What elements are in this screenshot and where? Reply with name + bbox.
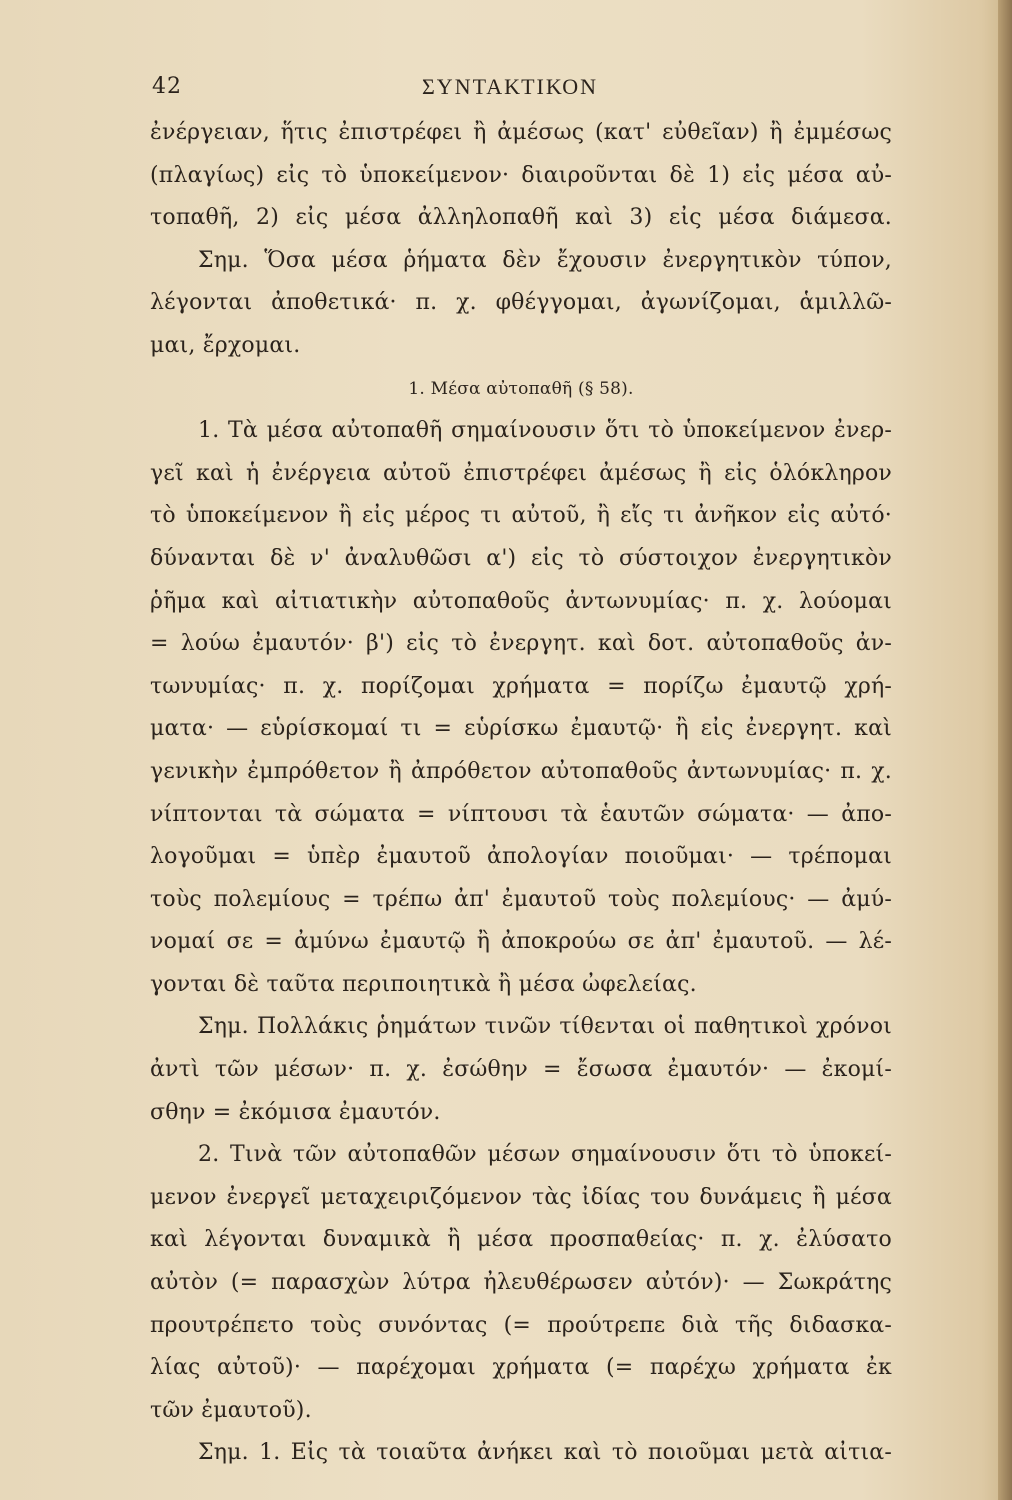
text-line: ἐνέργειαν, ἥτις ἐπιστρέφει ἢ ἀμέσως (κατ' εὐθεῖαν) ἢ ἐμμέσως: [150, 120, 892, 145]
text-line: προυτρέπετο τοὺς συνόντας (= προύτρεπε διὰ τῆς διδασκα-: [150, 1312, 892, 1338]
text-line: (πλαγίως) εἰς τὸ ὑποκείμενον· διαιροῦνται δὲ 1) εἰς μέσα αὐ-: [150, 162, 892, 188]
text-line: γονται δὲ ταῦτα περιποιητικὰ ἢ μέσα ὠφελείας.: [150, 971, 697, 997]
text-line: γενικὴν ἐμπρόθετον ἢ ἀπρόθετον αὐτοπαθοῦς ἀντωνυμίας· π. χ.: [150, 758, 892, 784]
paragraph-start-line: 2. Τινὰ τῶν αὐτοπαθῶν μέσων σημαίνουσιν ὅτι τὸ ὑποκεί-: [198, 1142, 892, 1168]
text-line: λογοῦμαι = ὑπὲρ ἐμαυτοῦ ἀπολογίαν ποιοῦμαι· — τρέπομαι: [150, 844, 892, 870]
body-text: [150, 112, 892, 1475]
note-line: Σημ. Ὅσα μέσα ῥήματα δὲν ἔχουσιν ἐνεργητικὸν τύπον,: [198, 247, 892, 273]
text-line: λέγονται ἀποθετικά· π. χ. φθέγγομαι, ἀγωνίζομαι, ἁμιλλῶ-: [150, 290, 892, 316]
text-line: μενον ἐνεργεῖ μεταχειριζόμενον τὰς ἰδίας του δυνάμεις ἢ μέσα: [150, 1184, 892, 1210]
text-line: νομαί σε = ἀμύνω ἐμαυτῷ ἢ ἀποκρούω σε ἀπ' ἐμαυτοῦ. — λέ-: [150, 929, 892, 955]
note-line: Σημ. Πολλάκις ῥημάτων τινῶν τίθενται οἱ παθητικοὶ χρόνοι: [198, 1014, 892, 1040]
text-line: αὐτὸν (= παρασχὼν λύτρα ἠλευθέρωσεν αὐτόν)· — Σωκράτης: [150, 1270, 892, 1296]
page-header: [0, 74, 1012, 104]
text-line: νίπτονται τὰ σώματα = νίπτουσι τὰ ἑαυτῶν σώματα· — ἀπο-: [150, 801, 892, 827]
text-line: τοὺς πολεμίους = τρέπω ἀπ' ἐμαυτοῦ τοὺς πολεμίους· — ἀμύ-: [150, 886, 892, 912]
running-title: ΣΥΝΤΑΚΤΙΚΟΝ: [422, 74, 598, 99]
text-line: μαι, ἔρχομαι.: [150, 332, 301, 358]
text-line: δύνανται δὲ ν' ἀναλυθῶσι α') εἰς τὸ σύστοιχον ἐνεργητικὸν: [150, 545, 892, 571]
note-line: Σημ. 1. Εἰς τὰ τοιαῦτα ἀνήκει καὶ τὸ ποιοῦμαι μετὰ αἰτια-: [198, 1440, 892, 1466]
text-line: ματα· — εὑρίσκομαί τι = εὑρίσκω ἐμαυτῷ· ἢ εἰς ἐνεργητ. καὶ: [150, 716, 892, 742]
text-line: = λούω ἐμαυτόν· β') εἰς τὸ ἐνεργητ. καὶ δοτ. αὐτοπαθοῦς ἀν-: [150, 631, 892, 657]
text-line: τὸ ὑποκείμενον ἢ εἰς μέρος τι αὐτοῦ, ἢ εἴς τι ἀνῆκον εἰς αὐτό·: [150, 503, 892, 529]
text-line: ῥῆμα καὶ αἰτιατικὴν αὐτοπαθοῦς ἀντωνυμίας· π. χ. λούομαι: [150, 588, 892, 614]
text-line: λίας αὐτοῦ)· — παρέχομαι χρήματα (= παρέχω χρήματα ἐκ: [150, 1355, 892, 1381]
paragraph-start-line: 1. Τὰ μέσα αὐτοπαθῆ σημαίνουσιν ὅτι τὸ ὑποκείμενον ἐνερ-: [198, 418, 892, 444]
text-line: καὶ λέγονται δυναμικὰ ἢ μέσα προσπαθείας· π. χ. ἐλύσατο: [150, 1227, 892, 1253]
text-line: τωνυμίας· π. χ. πορίζομαι χρήματα = πορίζω ἐμαυτῷ χρή-: [150, 673, 892, 699]
section-heading: 1. Μέσα αὐτοπαθῆ (§ 58).: [408, 378, 634, 399]
text-line: σθην = ἐκόμισα ἐμαυτόν.: [150, 1099, 441, 1125]
text-line: τῶν ἐμαυτοῦ).: [150, 1397, 312, 1423]
page-number: 42: [152, 74, 182, 99]
book-spine-edge: [998, 0, 1012, 1500]
text-line: τοπαθῆ, 2) εἰς μέσα ἀλληλοπαθῆ καὶ 3) εἰς μέσα διάμεσα.: [150, 205, 892, 231]
text-line: γεῖ καὶ ἡ ἐνέργεια αὐτοῦ ἐπιστρέφει ἀμέσως ἢ εἰς ὁλόκληρον: [150, 460, 892, 486]
text-line: ἀντὶ τῶν μέσων· π. χ. ἐσώθην = ἔσωσα ἐμαυτόν· — ἐκομί-: [150, 1057, 892, 1083]
